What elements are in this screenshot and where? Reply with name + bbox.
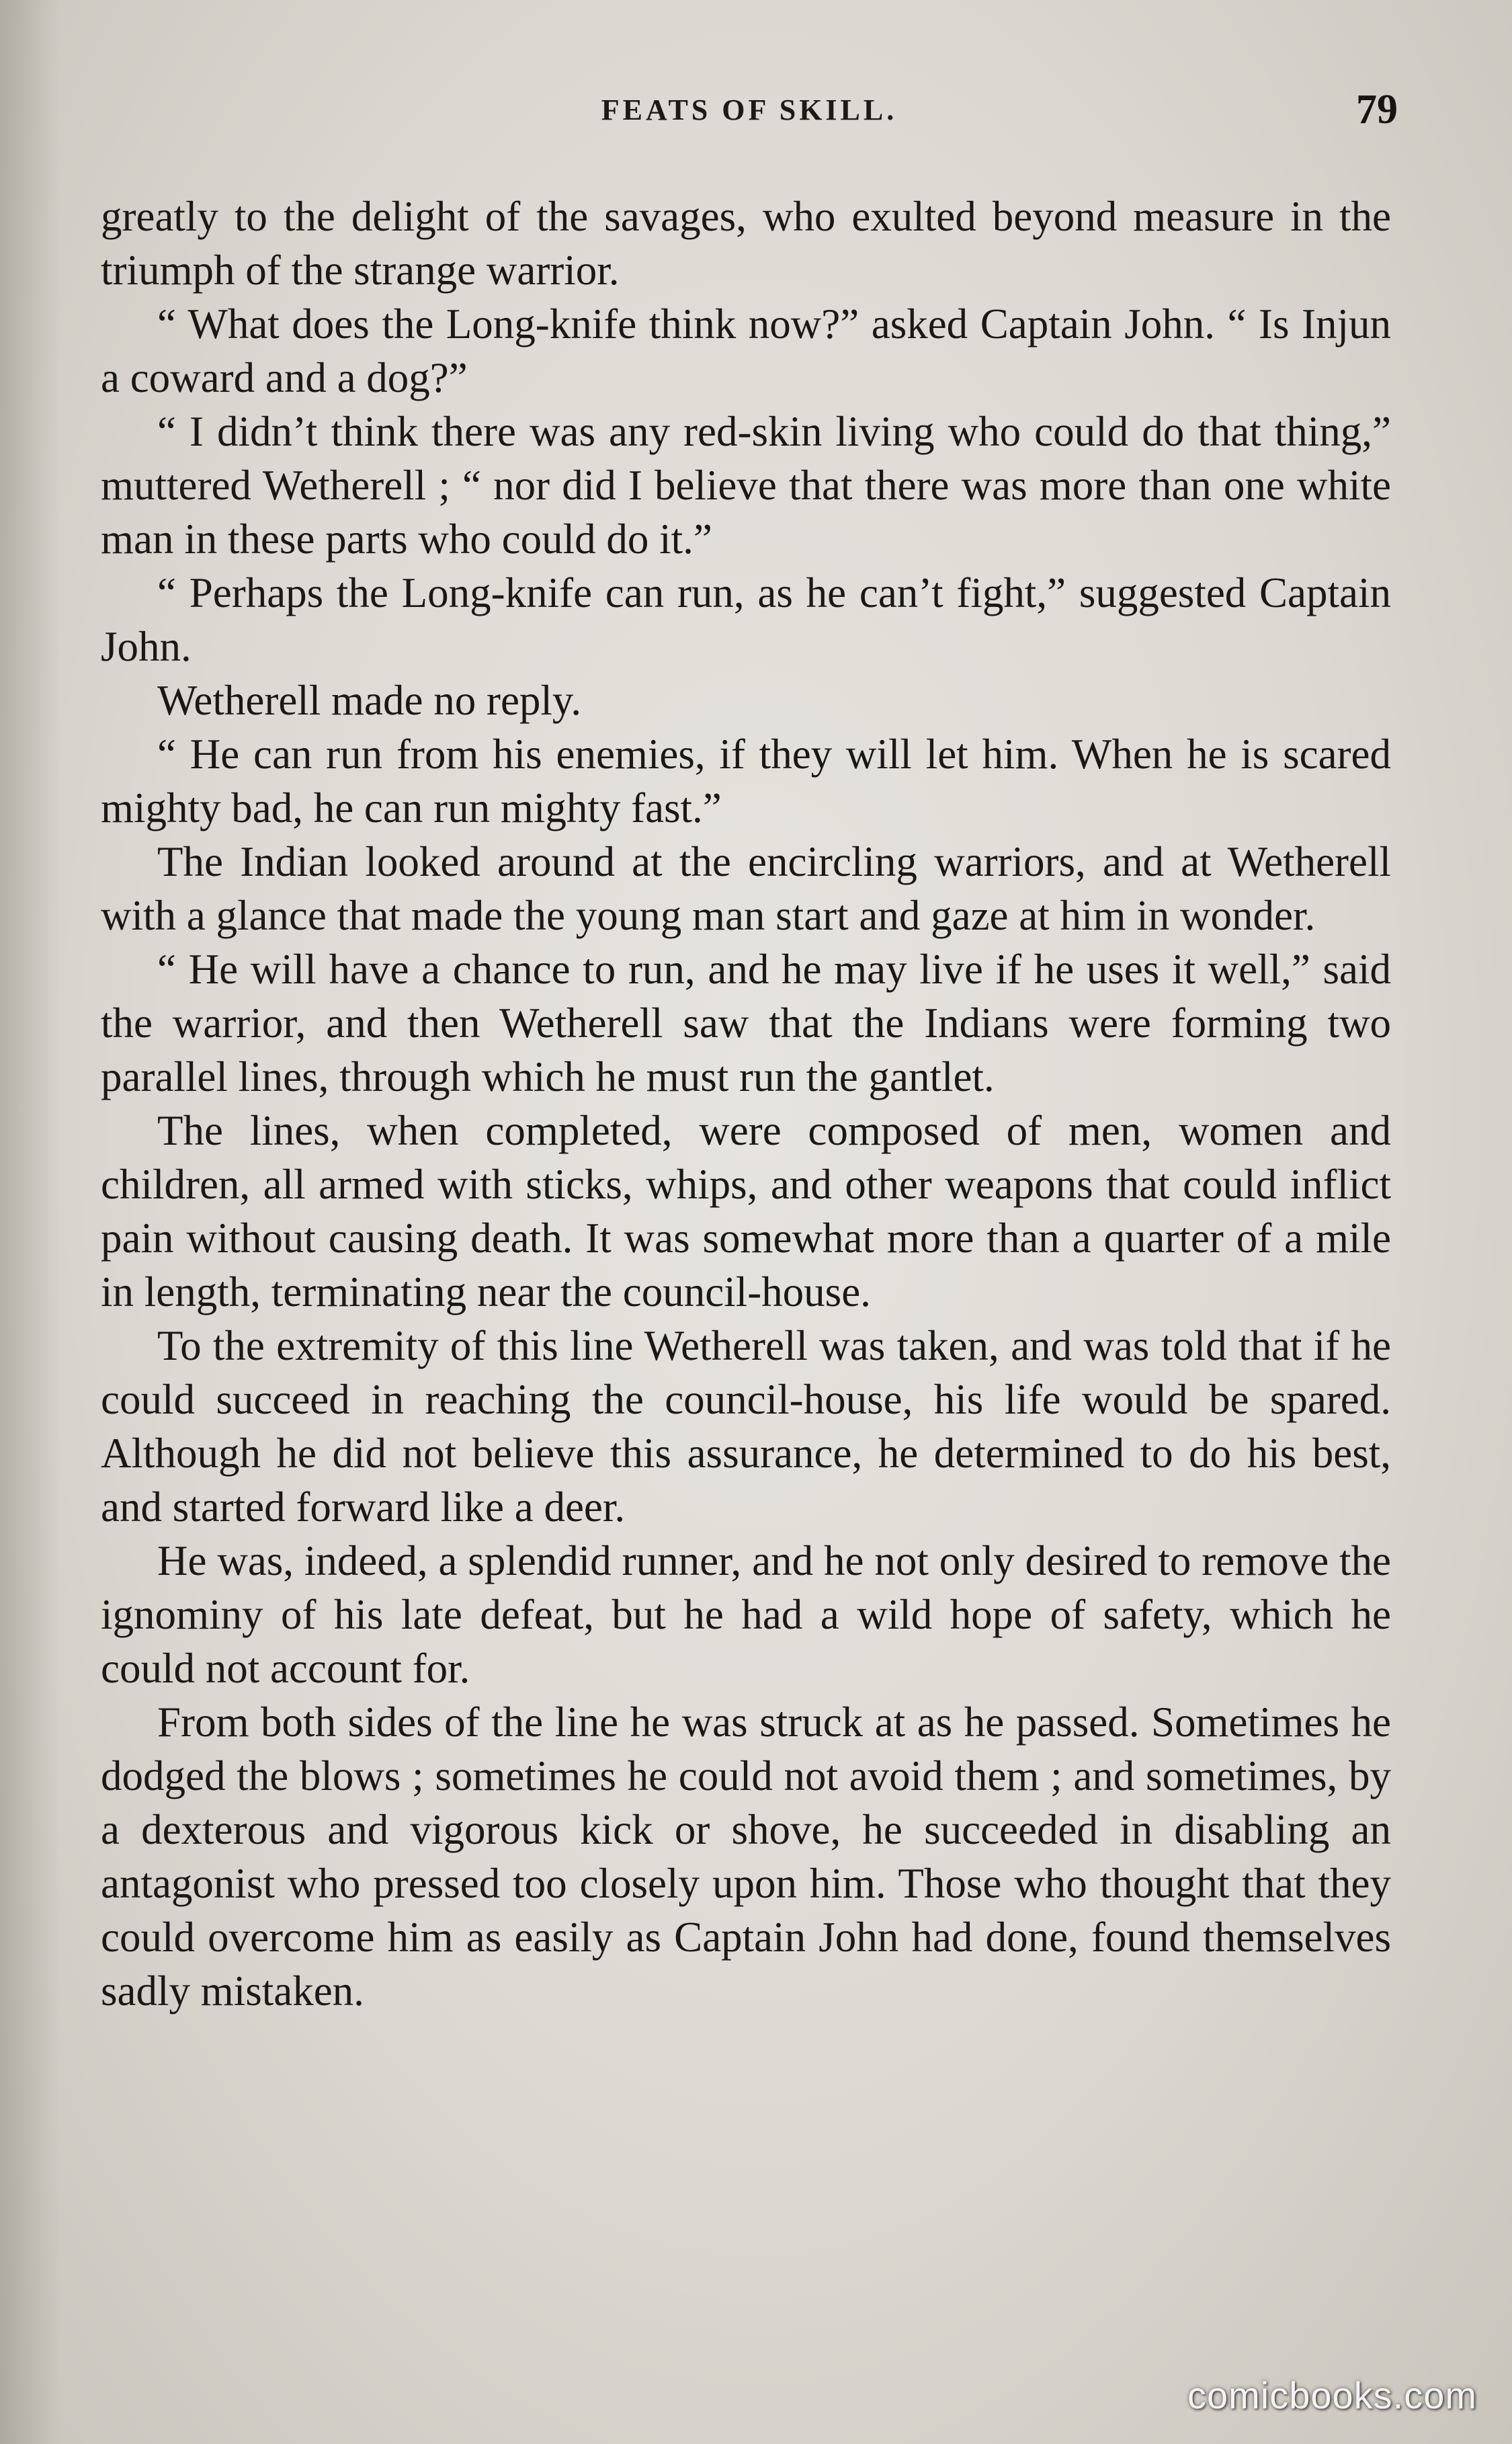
paragraph: “ What does the Long-knife think now?” asked Captain John. “ Is Injun a coward and a dog?” [101,300,1391,401]
paragraph: To the extremity of this line Wetherell was taken, and was told that if he could succeed in reaching the council-house, his life would be spared. Although he did not believe this assurance, he determined to do his best, and started forward like a deer. [101,1322,1391,1531]
body-text [101,190,1391,2018]
paragraph: From both sides of the line he was struck at as he passed. Sometimes he dodged the blows ; sometimes he could not avoid them ; and sometimes, by a dexterous and vigorous kick or shove, he succeeded in disabling an antagonist who pressed too closely upon him. Those who thought that they could overcome him as easily as Captain John had done, found themselves sadly mistaken. [101,1699,1391,2014]
running-head: FEATS OF SKILL. [601,93,898,126]
paragraph: “ I didn’t think there was any red-skin living who could do that thing,” muttered Wetherell ; “ nor did I believe that there was more than one white man in these parts who could do it.” [101,408,1391,563]
paragraph: “ He can run from his enemies, if they will let him. When he is scared mighty bad, he can run mighty fast.” [101,731,1391,831]
page-number: 79 [1356,87,1398,132]
paragraph: “ He will have a chance to run, and he may live if he uses it well,” said the warrior, and then Wetherell saw that the Indians were forming two parallel lines, through which he must run the gantlet. [101,946,1391,1100]
paragraph: “ Perhaps the Long-knife can run, as he can’t fight,” suggested Captain John. [101,569,1391,670]
paragraph: Wetherell made no reply. [157,677,582,724]
paragraph: greatly to the delight of the savages, who exulted beyond measure in the triumph of the strange warrior. [101,193,1391,294]
paragraph: He was, indeed, a splendid runner, and he not only desired to remove the ignominy of his late defeat, but he had a wild hope of safety, which he could not account for. [101,1537,1391,1692]
paragraph: The lines, when completed, were composed of men, women and children, all armed with sticks, whips, and other weapons that could inflict pain without causing death. It was somewhat more than a quarter of a mile in length, terminating near the council-house. [101,1107,1391,1315]
watermark: comicbooks.com [1187,2374,1477,2416]
page-edge-shadow [0,0,60,2444]
paragraph: The Indian looked around at the encircling warriors, and at Wetherell with a glance that made the young man start and gaze at him in wonder. [101,838,1391,939]
page-header [101,86,1398,140]
